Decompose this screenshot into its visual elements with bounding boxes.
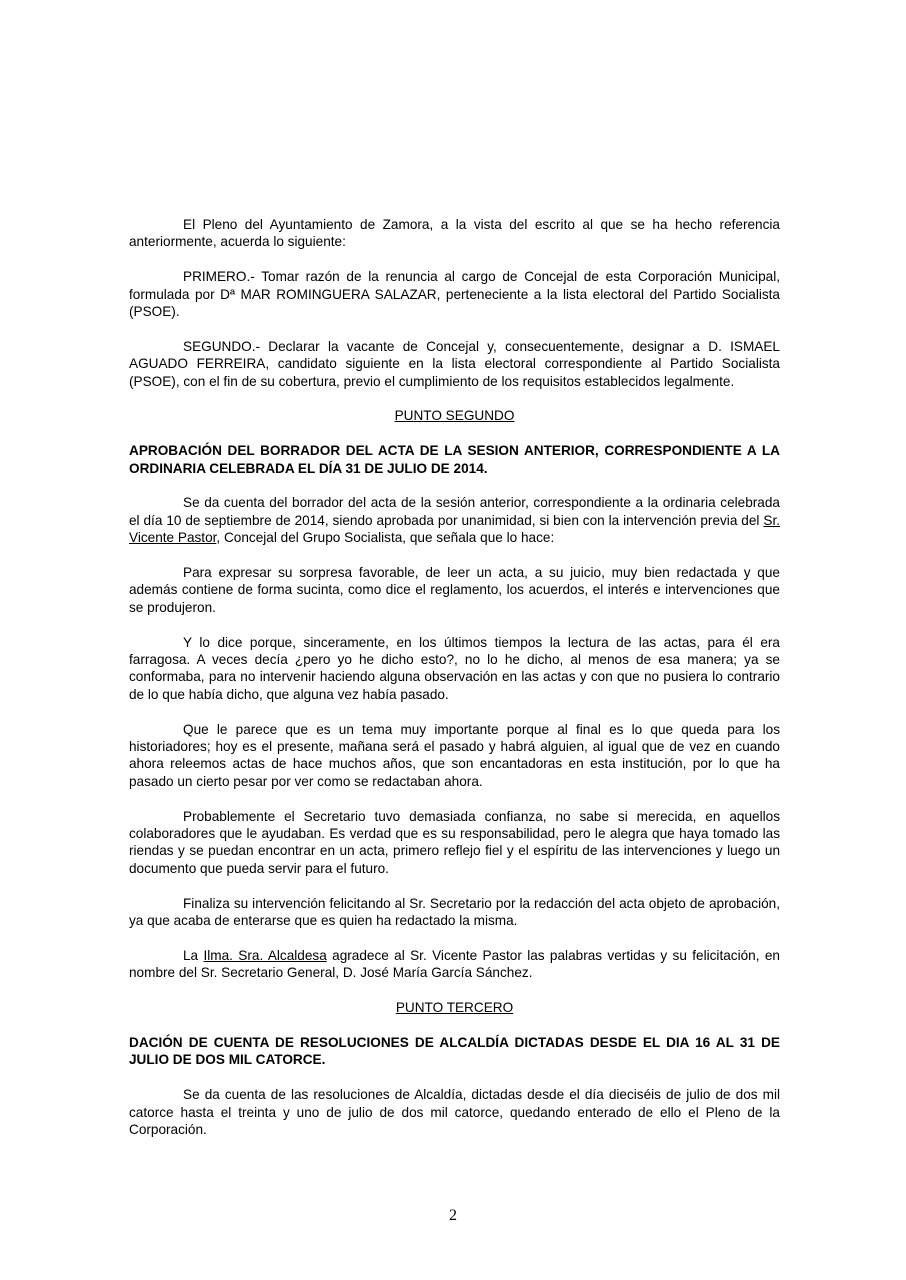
page-number: 2 <box>449 1207 457 1224</box>
paragraph-segundo: SEGUNDO.- Declarar la vacante de Concejal y, consecuentemente, designar a D. ISMAEL AGUADO FERREIRA, candidato siguiente en la lista electoral correspondiente al Partido Socialista (PSOE), con el fin de su cobertura, previo el cumplimiento de los requisitos establecidos legalmente. <box>129 338 780 389</box>
paragraph-acuerdo-intro: El Pleno del Ayuntamiento de Zamora, a la vista del escrito al que se ha hecho referencia anteriormente, acuerda lo siguiente: <box>129 217 780 250</box>
paragraph-farragosa: Y lo dice porque, sinceramente, en los últimos tiempos la lectura de las actas, para él era farragosa. A veces decía ¿pero yo he dicho esto?, no lo he dicho, al menos de esa manera; ya se conformaba, para no intervenir haciendo alguna observación en las actas y con que no pusiera lo contrario de lo que había dicho, que alguna vez había pasado. <box>129 634 780 702</box>
punto-tercero-title: PUNTO TERCERO <box>395 1000 514 1016</box>
punto-tercero-heading: DACIÓN DE CUENTA DE RESOLUCIONES DE ALCALDÍA DICTADAS DESDE EL DIA 16 AL 31 DE JULIO DE DOS MIL CATORCE. <box>129 1034 780 1068</box>
paragraph-alcaldesa-text-a: La <box>183 947 204 963</box>
paragraph-primero: PRIMERO.- Tomar razón de la renuncia al cargo de Concejal de esta Corporación Municipal, formulada por Dª MAR ROMINGUERA SALAZAR, perteneciente a la lista electoral del Partido Socialista (PSOE). <box>129 269 780 320</box>
paragraph-alcaldesa <box>129 947 780 982</box>
paragraph-alcaldesa-text-b: agradece al Sr. Vicente Pastor las palabras vertidas y su felicitación, en nombre del Sr. Secretario General, D. José María García Sánchez. <box>129 947 780 981</box>
paragraph-borrador-text-b: , Concejal del Grupo Socialista, que señala que lo hace: <box>216 530 555 546</box>
paragraph-resoluciones: Se da cuenta de las resoluciones de Alcaldía, dictadas desde el día dieciséis de julio de dos mil catorce hasta el treinta y uno de julio de dos mil catorce, quedando enterado de ello el Pleno de la Corporación. <box>129 1087 780 1137</box>
paragraph-historiadores: Que le parece que es un tema muy importante porque al final es lo que queda para los historiadores; hoy es el presente, mañana será el pasado y habrá alguien, al igual que de vez en cuando ahora releemos actas de hace muchos años, que son encantadoras en esta institución, por lo que ha pasado un cierto pesar por ver como se redactaban ahora. <box>129 721 780 789</box>
speaker-alcaldesa: Ilma. Sra. Alcaldesa <box>203 947 327 963</box>
document-body <box>129 216 780 1156</box>
paragraph-borrador-text-a: Se da cuenta del borrador del acta de la sesión anterior, correspondiente a la ordinaria celebrada el día 10 de septiembre de 2014, siendo aprobada por unanimidad, si bien con la intervención previa del <box>129 495 780 528</box>
speaker-vicente-pastor: Sr. Vicente Pastor <box>129 512 780 546</box>
paragraph-sorpresa: Para expresar su sorpresa favorable, de leer un acta, a su juicio, muy bien redactada y que además contiene de forma sucinta, como dice el reglamento, los acuerdos, el interés e intervenciones que se produjeron. <box>129 565 780 615</box>
paragraph-felicitacion: Finaliza su intervención felicitando al Sr. Secretario por la redacción del acta objeto de aprobación, ya que acaba de enterarse que es quien ha redactado la misma. <box>129 895 780 929</box>
paragraph-secretario: Probablemente el Secretario tuvo demasiada confianza, no sabe si merecida, en aquellos colaboradores que le ayudaban. Es verdad que es su responsabilidad, pero le alegra que haya tomado las riendas y se puedan encontrar en un acta, primero reflejo fiel y el espíritu de las intervenciones y luego un documento que pueda servir para el futuro. <box>129 808 780 876</box>
punto-segundo-heading: APROBACIÓN DEL BORRADOR DEL ACTA DE LA SESION ANTERIOR, CORRESPONDIENTE A LA ORDINARIA CELEBRADA EL DÍA 31 DE JULIO DE 2014. <box>129 443 780 476</box>
punto-segundo-title: PUNTO SEGUNDO <box>394 408 515 424</box>
paragraph-borrador <box>129 494 780 546</box>
